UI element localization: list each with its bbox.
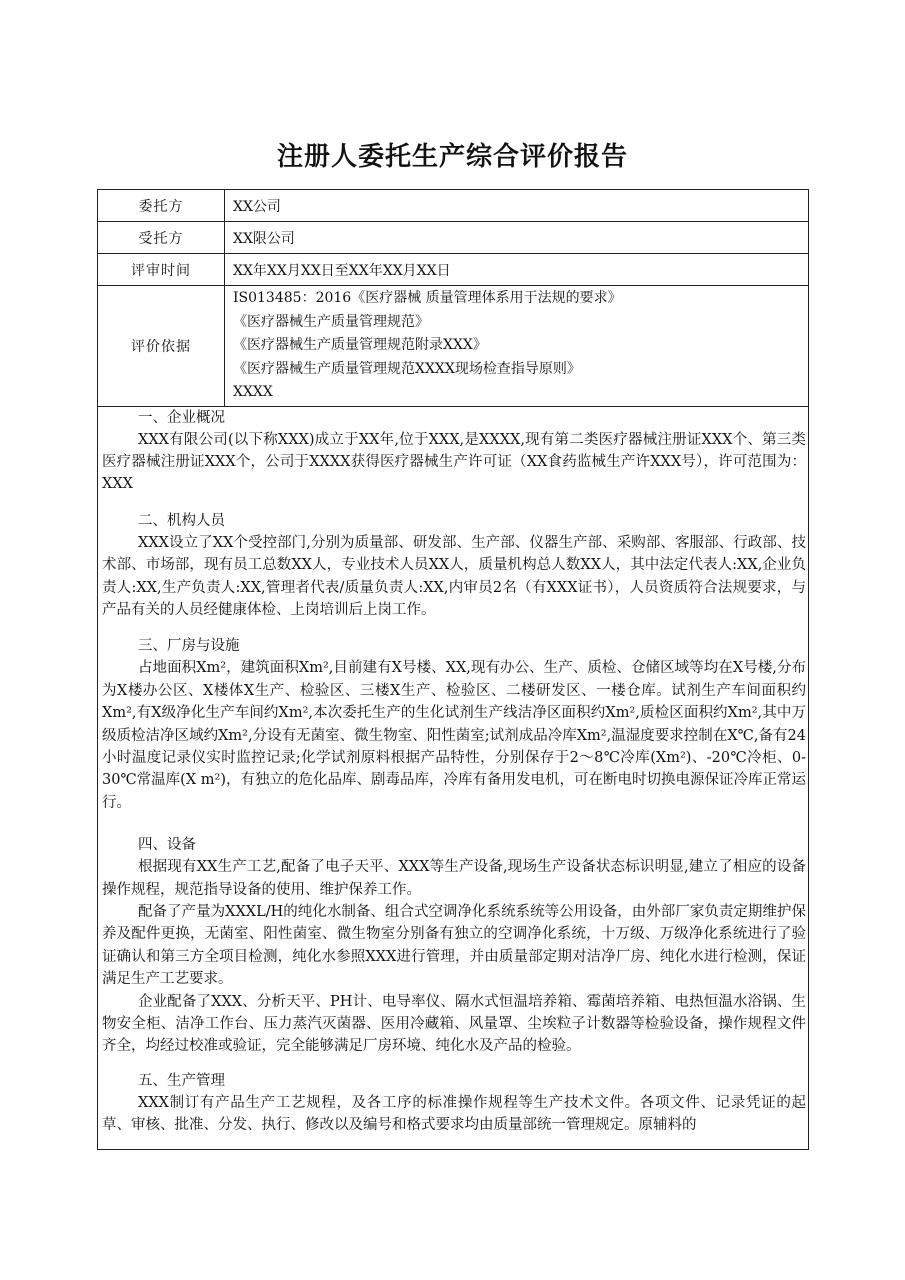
body-row [98,406,809,1149]
section-paragraph: XXX有限公司(以下称XXX)成立于XX年,位于XXX,是XXXX,现有第二类医疗器械注册证XXX个、第三类医疗器械注册证XXX个，公司于XXXX获得医疗器械生产许可证（XX食药监械生产许XXX号），许可范围为：XXX [102,431,806,493]
contractor-row [98,222,809,254]
section-heading: 四、设备 [138,837,196,854]
report-body [98,406,809,1149]
section-heading: 一、企业概况 [138,409,225,426]
report-title: 注册人委托生产综合评价报告 [276,142,628,172]
section-paragraph: XXX设立了XX个受控部门,分别为质量部、研发部、生产部、仪器生产部、采购部、客服部、行政部、技术部、市场部，现有员工总数XX人，专业技术人员XX人，质量机构总人数XX人，其中法定代表人:XX,企业负责人:XX,生产负责人:XX,管理者代表/质量负责人:XX,内审员2名（有XXX证书），人员资质符合法规要求，与产品有关的人员经健康体检、上岗培训后上岗工作。 [102,534,806,618]
basis-row [98,286,809,407]
section-heading: 三、厂房与设施 [138,638,240,655]
review-time-label: 评审时间 [98,254,225,286]
section-paragraph: 配备了产量为XXXL/H的纯化水制备、组合式空调净化系统系统等公用设备，由外部厂家负责定期维护保养及配件更换，无菌室、阳性菌室、微生物室分别备有独立的空调净化系统，十万级、万级净化系统进行了验证确认和第三方全项目检测，纯化水参照XXX进行管理，并由质量部定期对洁净厂房、纯化水进行检测，保证满足生产工艺要求。 [102,904,806,988]
client-value: XX公司 [225,190,809,222]
client-row [98,190,809,222]
basis-label: 评价依据 [98,286,225,407]
section-paragraph: 根据现有XX生产工艺,配备了电子天平、XXX等生产设备,现场生产设备状态标识明显,建立了相应的设备操作规程，规范指导设备的使用、维护保养工作。 [102,859,806,898]
basis-list [225,286,809,407]
report-table [97,189,809,1150]
section-heading: 二、机构人员 [138,512,225,529]
contractor-value: XX限公司 [225,222,809,254]
client-label: 委托方 [98,190,225,222]
basis-item: 《医疗器械生产质量管理规范附录XXX》 [233,337,487,353]
basis-item: XXXX [233,384,273,400]
section-paragraph: 占地面积Xm²，建筑面积Xm²,目前建有X号楼、XX,现有办公、生产、质检、仓储区域等均在X号楼,分布为X楼办公区、X楼体X生产、检验区、三楼X生产、检验区、二楼研发区、一楼仓库。试剂生产车间面积约Xm²,有X级净化生产车间约Xm²,本次委托生产的生化试剂生产线洁净区面积约Xm²,质检区面积约Xm²,其中万级质检洁净区域约Xm²,分设有无菌室、微生物室、阳性菌室;试剂成品冷库Xm²,温湿度要求控制在X℃,备有24小时温度记录仪实时监控记录;化学试剂原料根据产品特性，分别保存于2～8℃冷库(Xm²)、-20℃冷柜、0-30℃常温库(X m²)，有独立的危化品库、剧毒品库，冷库有备用发电机，可在断电时切换电源保证冷库正常运行。 [102,660,806,811]
review-time-row [98,254,809,286]
basis-item: 《医疗器械生产质量管理规范》 [233,313,429,330]
basis-item: 《医疗器械生产质量管理规范XXXX现场检查指导原则》 [233,360,581,377]
review-time-value: XX年XX月XX日至XX年XX月XX日 [225,254,809,286]
section-paragraph: 企业配备了XXX、分析天平、PH计、电导率仪、隔水式恒温培养箱、霉菌培养箱、电热恒温水浴锅、生物安全柜、洁净工作台、压力蒸汽灭菌器、医用冷藏箱、风量罩、尘埃粒子计数器等检验设备，操作规程文件齐全，均经过校准或验证，完全能够满足厂房环境、纯化水及产品的检验。 [102,993,806,1055]
contractor-label: 受托方 [98,222,225,254]
section-heading: 五、生产管理 [138,1072,225,1089]
section-paragraph: XXX制订有产品生产工艺规程，及各工序的标准操作规程等生产技术文件。各项文件、记录凭证的起草、审核、批准、分发、执行、修改以及编号和格式要求均由质量部统一管理规定。原辅料的 [102,1094,806,1134]
basis-item: IS013485：2016《医疗器械 质量管理体系用于法规的要求》 [233,290,622,306]
